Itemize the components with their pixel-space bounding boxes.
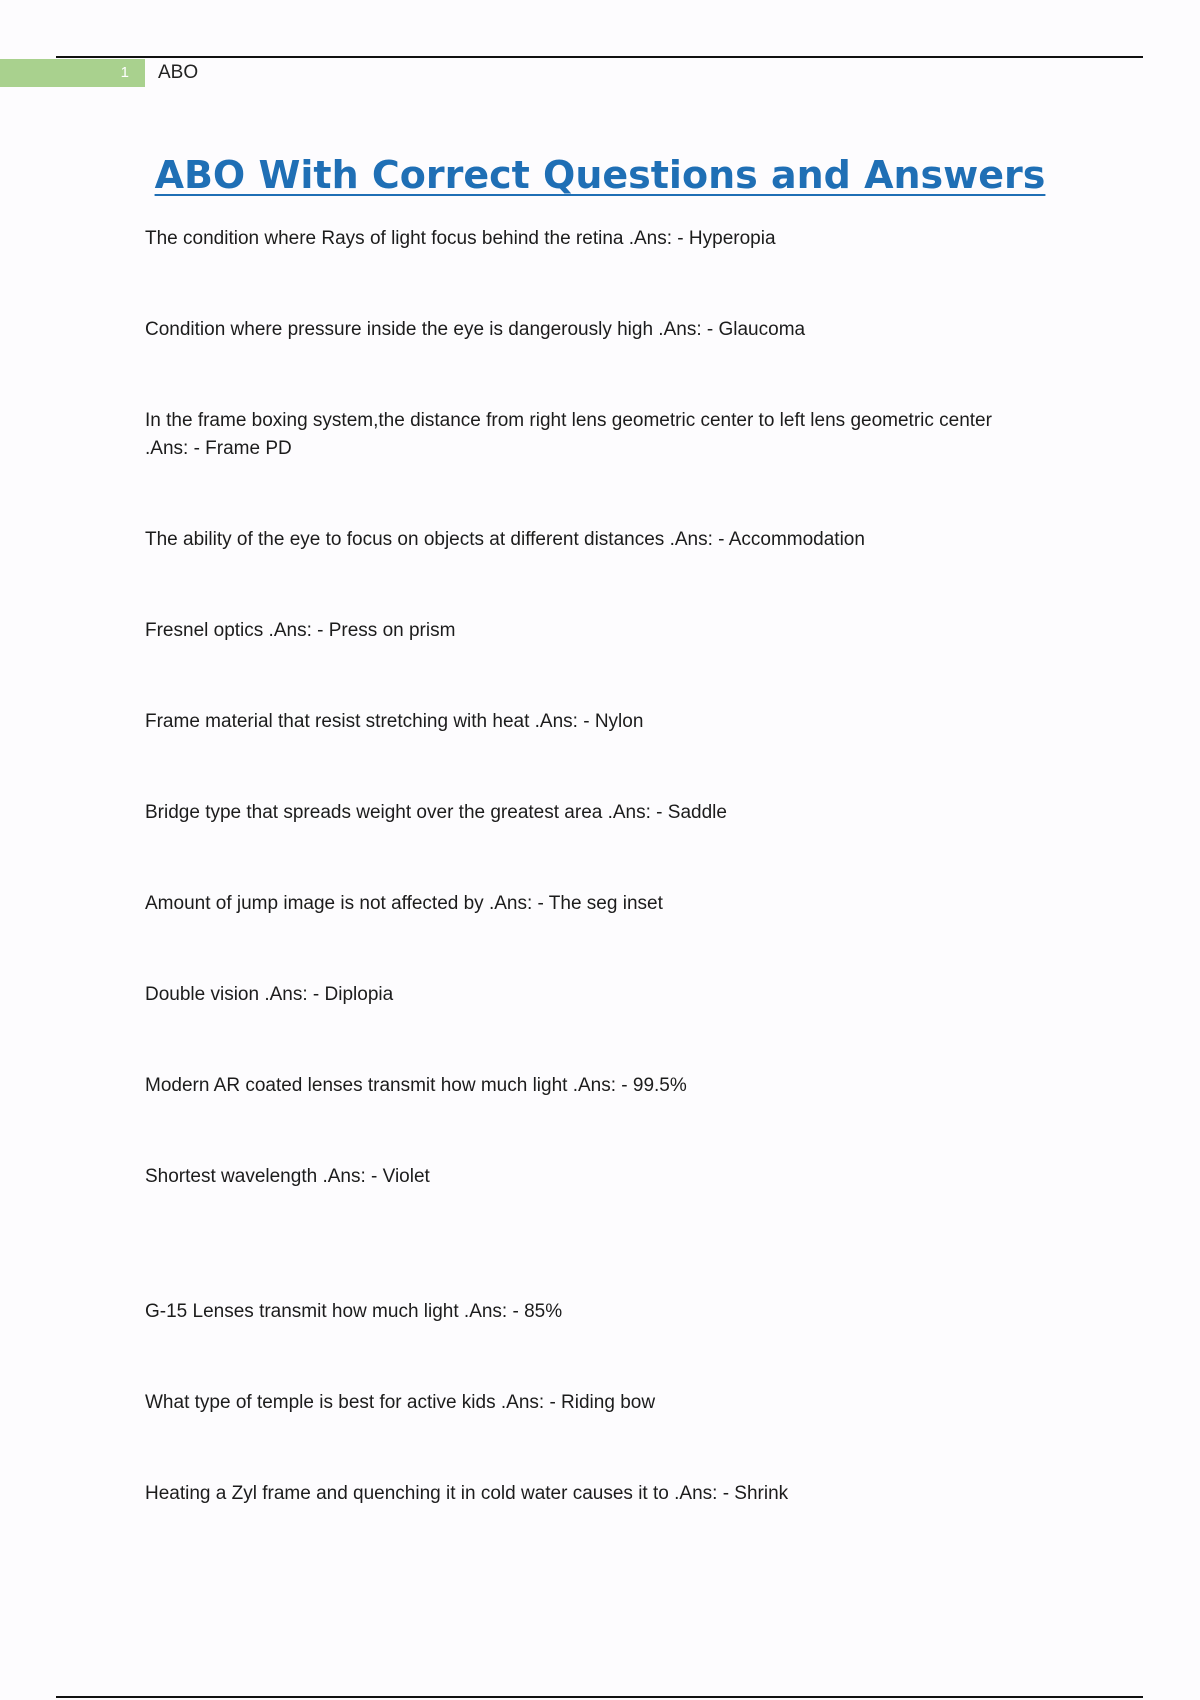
page-number-badge: 1 — [0, 59, 145, 87]
qa-item-3: In the frame boxing system,the distance from right lens geometric center to left lens geometric center .Ans: - Frame PD — [145, 410, 992, 459]
qa-item-8: Amount of jump image is not affected by .Ans: - The seg inset — [145, 893, 663, 914]
qa-item-7: Bridge type that spreads weight over the greatest area .Ans: - Saddle — [145, 802, 727, 823]
qa-item-9: Double vision .Ans: - Diplopia — [145, 984, 394, 1005]
document-title-text: ABO With Correct Questions and Answers — [154, 153, 1046, 197]
qa-item-4: The ability of the eye to focus on objects at different distances .Ans: - Accommodation — [145, 529, 865, 550]
header-label: ABO — [158, 62, 199, 83]
qa-item-10: Modern AR coated lenses transmit how much light .Ans: - 99.5% — [145, 1075, 687, 1096]
header-rule — [56, 56, 1143, 58]
document-title — [0, 145, 1200, 205]
qa-item-12: G-15 Lenses transmit how much light .Ans: - 85% — [145, 1301, 563, 1322]
qa-item-2: Condition where pressure inside the eye is dangerously high .Ans: - Glaucoma — [145, 319, 806, 340]
qa-item-6: Frame material that resist stretching with heat .Ans: - Nylon — [145, 711, 644, 732]
qa-item-5: Fresnel optics .Ans: - Press on prism — [145, 620, 456, 641]
qa-item-14: Heating a Zyl frame and quenching it in cold water causes it to .Ans: - Shrink — [145, 1483, 789, 1504]
qa-item-11: Shortest wavelength .Ans: - Violet — [145, 1166, 430, 1187]
qa-item-1: The condition where Rays of light focus behind the retina .Ans: - Hyperopia — [145, 228, 776, 249]
qa-item-13: What type of temple is best for active kids .Ans: - Riding bow — [145, 1392, 656, 1413]
footer-rule — [56, 1696, 1143, 1698]
